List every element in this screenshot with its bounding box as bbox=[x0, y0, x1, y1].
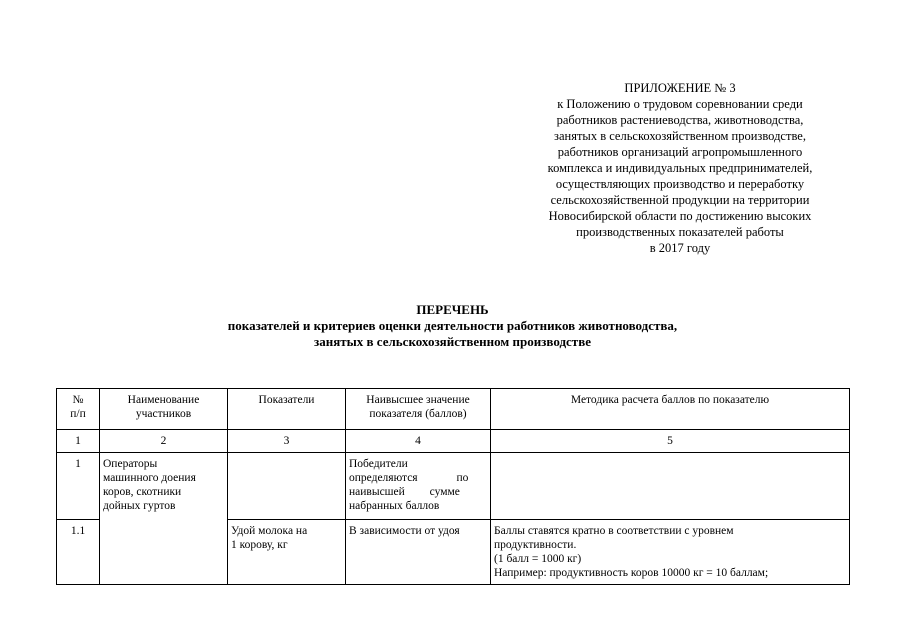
appendix-line: в 2017 году bbox=[649, 241, 711, 255]
participant-line: дойных гуртов bbox=[103, 500, 176, 512]
column-number: 5 bbox=[491, 430, 850, 453]
header-indicators bbox=[228, 389, 346, 430]
participant-line: коров, скотники bbox=[103, 486, 182, 498]
participant-cell bbox=[100, 453, 228, 585]
header-text: показателя (баллов) bbox=[369, 408, 467, 420]
appendix-line: комплекса и индивидуальных предпринимателей, bbox=[547, 161, 813, 175]
header-text: Наивысшее значение bbox=[366, 394, 470, 406]
method-line: продуктивности. bbox=[494, 539, 577, 551]
header-method bbox=[491, 389, 850, 430]
max-value-cell bbox=[346, 453, 491, 520]
appendix-line: ПРИЛОЖЕНИЕ № 3 bbox=[624, 81, 736, 95]
appendix-line: занятых в сельскохозяйственном производстве, bbox=[554, 129, 806, 143]
appendix-line: работников организаций агропромышленного bbox=[557, 145, 803, 159]
header-text: Показатели bbox=[258, 394, 315, 406]
document-heading bbox=[0, 302, 905, 350]
max-value-line: Победители bbox=[349, 458, 408, 470]
participant-line: машинного доения bbox=[103, 472, 196, 484]
header-text: № bbox=[72, 394, 84, 406]
table-row bbox=[57, 453, 850, 520]
header-number bbox=[57, 389, 100, 430]
max-value-line: определяются по bbox=[349, 472, 469, 484]
appendix-line: Новосибирской области по достижению высоких bbox=[548, 209, 812, 223]
method-line: Баллы ставятся кратно в соответствии с уровнем bbox=[494, 525, 734, 537]
method-cell bbox=[491, 520, 850, 585]
column-number: 4 bbox=[346, 430, 491, 453]
row-number: 1 bbox=[57, 453, 100, 520]
header-participants bbox=[100, 389, 228, 430]
header-text: участников bbox=[135, 408, 192, 420]
table-column-numbers-row bbox=[57, 430, 850, 453]
indicator-cell bbox=[228, 453, 346, 520]
method-line: (1 балл = 1000 кг) bbox=[494, 553, 582, 565]
max-value-line: наивысшей сумме bbox=[349, 486, 460, 498]
appendix-line: сельскохозяйственной продукции на территории bbox=[550, 193, 810, 207]
header-max-value bbox=[346, 389, 491, 430]
participant-line: Операторы bbox=[103, 458, 158, 470]
column-number: 1 bbox=[57, 430, 100, 453]
appendix-line: осуществляющих производство и переработку bbox=[555, 177, 805, 191]
row-number: 1.1 bbox=[57, 520, 100, 585]
heading-title: ПЕРЕЧЕНЬ bbox=[416, 302, 489, 317]
header-text: п/п bbox=[70, 408, 86, 420]
indicator-line: 1 корову, кг bbox=[231, 539, 288, 551]
appendix-line: к Положению о трудовом соревновании среди bbox=[557, 97, 803, 111]
method-cell bbox=[491, 453, 850, 520]
column-number: 3 bbox=[228, 430, 346, 453]
indicator-line: Удой молока на bbox=[231, 525, 308, 537]
appendix-line: производственных показателей работы bbox=[576, 225, 784, 239]
heading-subtitle-line: занятых в сельскохозяйственном производстве bbox=[314, 334, 591, 349]
appendix-block bbox=[490, 80, 870, 256]
header-text: Методика расчета баллов по показателю bbox=[570, 394, 770, 406]
method-line: Например: продуктивность коров 10000 кг = 10 баллам; bbox=[494, 567, 769, 579]
table-header-row bbox=[57, 389, 850, 430]
heading-subtitle-line: показателей и критериев оценки деятельности работников животноводства, bbox=[227, 318, 678, 333]
criteria-table bbox=[56, 388, 850, 585]
max-value-line: набранных баллов bbox=[349, 500, 440, 512]
column-number: 2 bbox=[100, 430, 228, 453]
appendix-line: работников растениеводства, животноводства, bbox=[556, 113, 804, 127]
indicator-cell bbox=[228, 520, 346, 585]
max-value-cell: В зависимости от удоя bbox=[346, 520, 491, 585]
header-text: Наименование bbox=[127, 394, 200, 406]
